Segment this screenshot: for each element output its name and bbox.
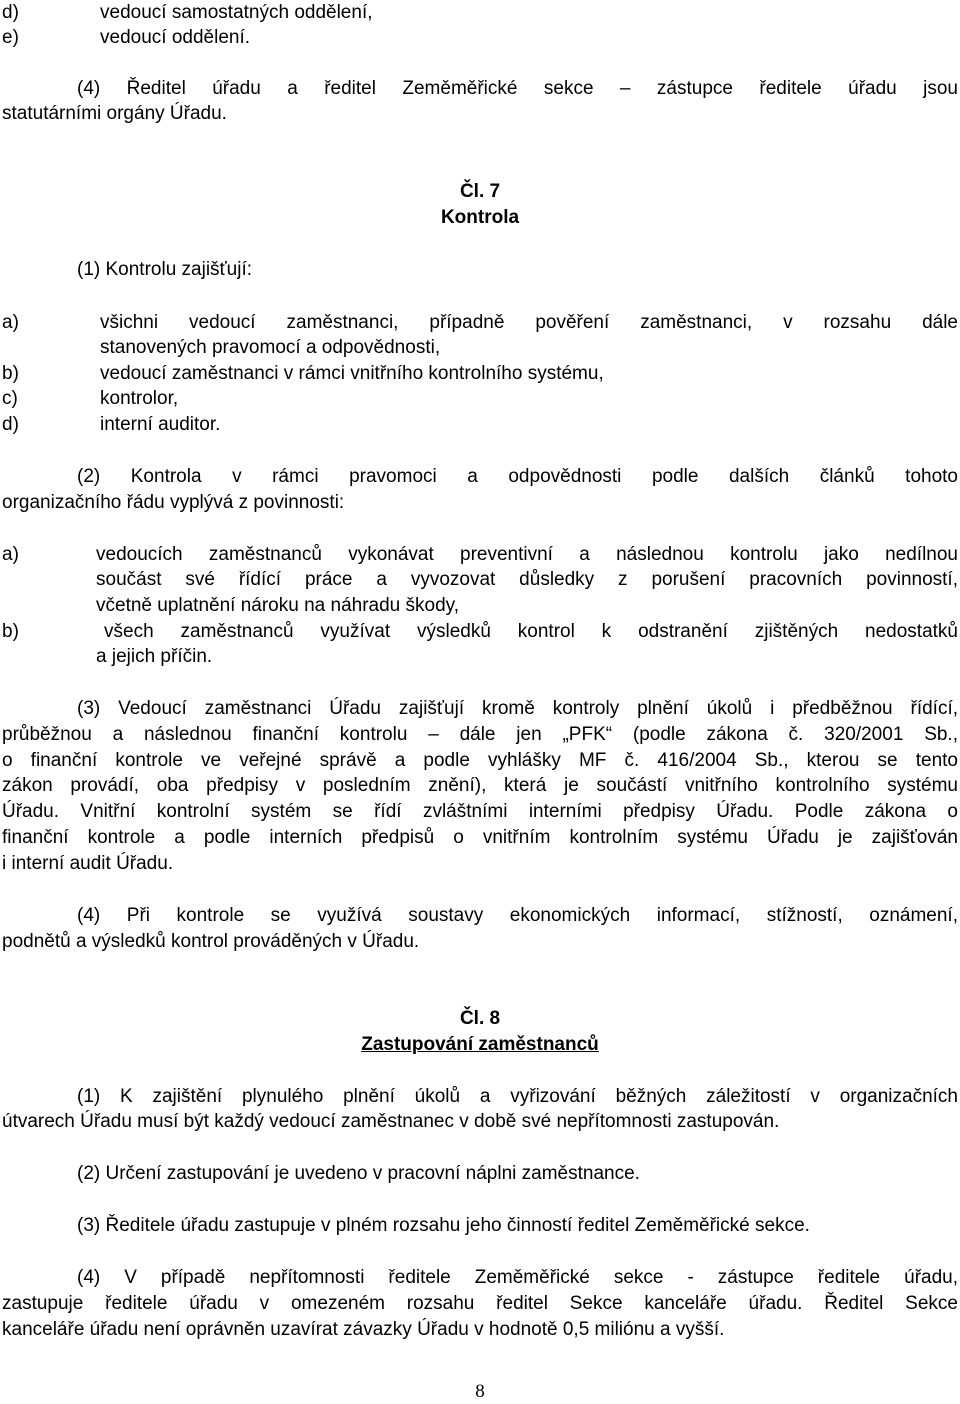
article-7-title: Kontrola xyxy=(440,207,520,228)
paragraph-line: (1) K zajištění plynulého plnění úkolů a vyřizování běžných záležitostí v organizačních xyxy=(77,1086,958,1107)
list-item: vedoucí zaměstnanci v rámci vnitřního kontrolního systému, xyxy=(100,363,604,384)
list-item: vedoucí oddělení. xyxy=(100,27,251,48)
list-label: a) xyxy=(2,312,19,333)
art7-p1-intro: (1) Kontrolu zajišťují: xyxy=(77,259,253,280)
paragraph-line: organizačního řádu vyplývá z povinnosti: xyxy=(2,492,345,513)
list-item: vedoucí samostatných oddělení, xyxy=(100,2,373,23)
paragraph-line: kanceláře úřadu není oprávněn uzavírat závazky Úřadu v hodnotě 0,5 miliónu a vyšší. xyxy=(2,1319,725,1340)
art8-paragraph-3: (3) Ředitele úřadu zastupuje v plném rozsahu jeho činností ředitel Zeměměřické sekce. xyxy=(77,1215,810,1236)
paragraph-line: o finanční kontrole ve veřejné správě a podle vyhlášky MF č. 416/2004 Sb., kterou se tento xyxy=(2,750,958,771)
paragraph-line: (3) Vedoucí zaměstnanci Úřadu zajišťují kromě kontroly plnění úkolů i předběžnou řídící, xyxy=(77,698,958,719)
list-label: c) xyxy=(2,388,18,409)
paragraph-line: podnětů a výsledků kontrol prováděných v Úřadu. xyxy=(2,931,420,952)
list-item-continuation: součást své řídící práce a vyvozovat důsledky z porušení pracovních povinností, xyxy=(96,569,958,590)
paragraph-line: (4) Při kontrole se využívá soustavy ekonomických informací, stížností, oznámení, xyxy=(77,905,958,926)
list-item: všichni vedoucí zaměstnanci, případně pověření zaměstnanci, v rozsahu dále xyxy=(100,312,958,333)
paragraph-line: statutárními orgány Úřadu. xyxy=(2,103,227,124)
article-8-number: Čl. 8 xyxy=(459,1008,501,1029)
list-item: všech zaměstnanců využívat výsledků kontrol k odstranění zjištěných nedostatků xyxy=(104,621,958,642)
paragraph-line: (4) Ředitel úřadu a ředitel Zeměměřické sekce – zástupce ředitele úřadu jsou xyxy=(77,78,958,99)
list-label: b) xyxy=(2,621,19,642)
list-item: kontrolor, xyxy=(100,388,179,409)
art8-paragraph-2: (2) Určení zastupování je uvedeno v pracovní náplni zaměstnance. xyxy=(77,1163,640,1184)
paragraph-line: (4) V případě nepřítomnosti ředitele Zeměměřické sekce - zástupce ředitele úřadu, xyxy=(77,1267,958,1288)
article-8-title: Zastupování zaměstnanců xyxy=(361,1034,599,1055)
list-label: b) xyxy=(2,363,19,384)
list-item: interní auditor. xyxy=(100,414,221,435)
list-item: vedoucích zaměstnanců vykonávat preventivní a následnou kontrolu jako nedílnou xyxy=(96,544,958,565)
list-item-continuation: a jejich příčin. xyxy=(96,646,213,667)
paragraph-line: útvarech Úřadu musí být každý vedoucí zaměstnanec v době své nepřítomnosti zastupován. xyxy=(2,1111,780,1132)
paragraph-line: i interní audit Úřadu. xyxy=(2,853,174,874)
page-number: 8 xyxy=(475,1381,485,1402)
paragraph-line: zastupuje ředitele úřadu v omezeném rozsahu ředitel Sekce kanceláře úřadu. Ředitel Sekce xyxy=(2,1293,958,1314)
list-item-continuation: včetně uplatnění nároku na náhradu škody, xyxy=(96,595,460,616)
list-label: d) xyxy=(2,414,19,435)
list-label: e) xyxy=(2,27,19,48)
list-item-continuation: stanovených pravomocí a odpovědnosti, xyxy=(100,337,441,358)
paragraph-line: finanční kontrole a podle interních předpisů o vnitřním kontrolním systému Úřadu je zajišťován xyxy=(2,827,958,848)
paragraph-line: průběžnou a následnou finanční kontrolu – dále jen „PFK“ (podle zákona č. 320/2001 Sb., xyxy=(2,724,958,745)
paragraph-line: Úřadu. Vnitřní kontrolní systém se řídí zvláštními interními předpisy Úřadu. Podle zákona o xyxy=(2,801,958,822)
article-7-number: Čl. 7 xyxy=(459,181,501,202)
paragraph-line: zákon provádí, oba předpisy v posledním znění), která je součástí vnitřního kontrolního systému xyxy=(2,775,958,796)
list-label: d) xyxy=(2,2,19,23)
list-label: a) xyxy=(2,544,19,565)
paragraph-line: (2) Kontrola v rámci pravomoci a odpovědnosti podle dalších článků tohoto xyxy=(77,466,958,487)
